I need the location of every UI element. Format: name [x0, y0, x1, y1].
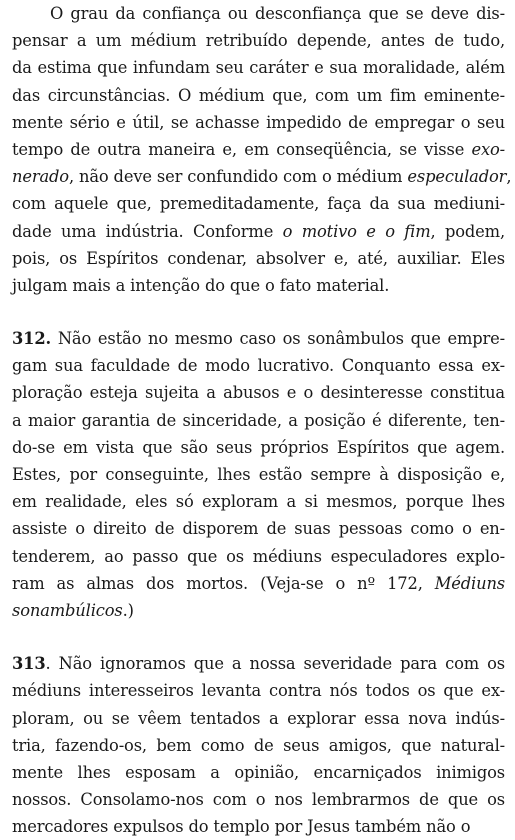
paragraph-confidence — [12, 0, 512, 299]
text-line — [12, 218, 505, 245]
paragraph-312 — [12, 325, 505, 624]
section-number: 312. — [12, 329, 52, 349]
body-text: mente lhes esposam a opinião, encarniçados inimigos — [12, 762, 505, 782]
body-text: O grau da confiança ou desconfiança que se deve dis- — [50, 4, 505, 23]
body-text: tenderem, ao passo que os médiuns especuladores explo- — [12, 546, 505, 566]
text-line — [12, 109, 505, 136]
body-text: gam sua faculdade de modo lucrativo. Conquanto essa ex- — [12, 356, 505, 376]
body-text: , não deve ser confundido com o médium — [68, 167, 408, 187]
text-line — [12, 786, 505, 813]
body-text: pois, os Espíritos condenar, absolver e, até, auxiliar. Eles — [12, 248, 505, 268]
body-text: .) — [122, 600, 134, 620]
text-line — [12, 543, 505, 570]
text-line — [12, 515, 505, 542]
body-text: Estes, por conseguinte, lhes estão sempre à disposição e, — [12, 465, 505, 484]
text-line — [12, 245, 505, 272]
text-line — [12, 379, 505, 406]
text-line — [12, 325, 505, 352]
text-line — [12, 272, 505, 299]
text-line — [12, 352, 505, 379]
text-line — [12, 27, 505, 54]
emphasis-text: especulador — [407, 167, 507, 187]
text-line — [12, 705, 505, 732]
body-text: a maior garantia de sinceridade, a posição é diferente, ten- — [12, 410, 505, 430]
text-line — [12, 163, 512, 190]
body-text: do-se em vista que são seus próprios Espíritos que agem. — [12, 437, 505, 457]
emphasis-text: o motivo e o fim — [282, 221, 431, 241]
body-text: tempo de outra maneira e, em conseqüência, se visse — [12, 139, 472, 159]
emphasis-text: exo- — [471, 139, 505, 159]
paragraph-gap — [12, 299, 505, 325]
body-text: , — [506, 167, 512, 187]
body-text: mente sério e útil, se achasse impedido de empregar o seu — [12, 112, 505, 132]
body-text: Não estão no mesmo caso os sonâmbulos que empre- — [51, 329, 505, 349]
body-text: assiste o direito de disporem de suas pessoas como o en- — [12, 519, 505, 539]
text-line — [12, 190, 505, 217]
paragraph-gap — [12, 624, 505, 650]
text-line — [12, 434, 505, 461]
text-line — [12, 54, 505, 81]
body-text: em realidade, eles só exploram a si mesmos, porque lhes — [12, 492, 505, 512]
section-number: 313 — [12, 654, 46, 674]
body-text: nossos. Consolamo-nos com o nos lembrarmos de que os — [12, 790, 505, 810]
body-text: das circunstâncias. O médium que, com um fim eminente- — [12, 85, 505, 105]
body-text: ploram, ou se vêem tentados a explorar essa nova indús- — [12, 708, 505, 728]
body-text: ploração esteja sujeita a abusos e o desinteresse constitua — [12, 383, 505, 403]
text-line — [12, 732, 505, 759]
text-line — [12, 82, 505, 109]
text-line — [12, 570, 505, 597]
text-line — [12, 597, 505, 624]
emphasis-text: sonambúlicos — [12, 600, 123, 620]
body-text: médiuns interesseiros levanta contra nós todos os que ex- — [12, 681, 505, 701]
emphasis-text: Médiuns — [434, 573, 505, 593]
paragraph-313 — [12, 650, 505, 840]
body-text: dade uma indústria. Conforme — [12, 221, 283, 241]
text-line — [12, 677, 505, 704]
text-line — [12, 461, 505, 488]
body-text: , podem, — [430, 221, 505, 241]
emphasis-text: nerado — [12, 167, 69, 187]
body-text: pensar a um médium retribuído depende, antes de tudo, — [12, 31, 505, 51]
text-line — [12, 759, 505, 786]
body-text: da estima que infundam seu caráter e sua moralidade, além — [12, 58, 505, 78]
text-line — [12, 407, 505, 434]
body-text: . Não ignoramos que a nossa severidade para com os — [45, 654, 505, 674]
document-page — [12, 0, 512, 840]
text-line — [12, 136, 505, 163]
body-text: com aquele que, premeditadamente, faça da sua mediuni- — [12, 194, 505, 214]
body-text: ram as almas dos mortos. (Veja-se o nº 172, — [12, 573, 435, 593]
text-line — [12, 0, 505, 27]
text-line — [12, 488, 505, 515]
body-text: tria, fazendo-os, bem como de seus amigos, que natural- — [12, 735, 505, 755]
body-text: mercadores expulsos do templo por Jesus também não o — [12, 817, 471, 837]
text-line — [12, 813, 505, 840]
body-text: julgam mais a intenção do que o fato material. — [12, 275, 390, 295]
text-line — [12, 650, 505, 677]
